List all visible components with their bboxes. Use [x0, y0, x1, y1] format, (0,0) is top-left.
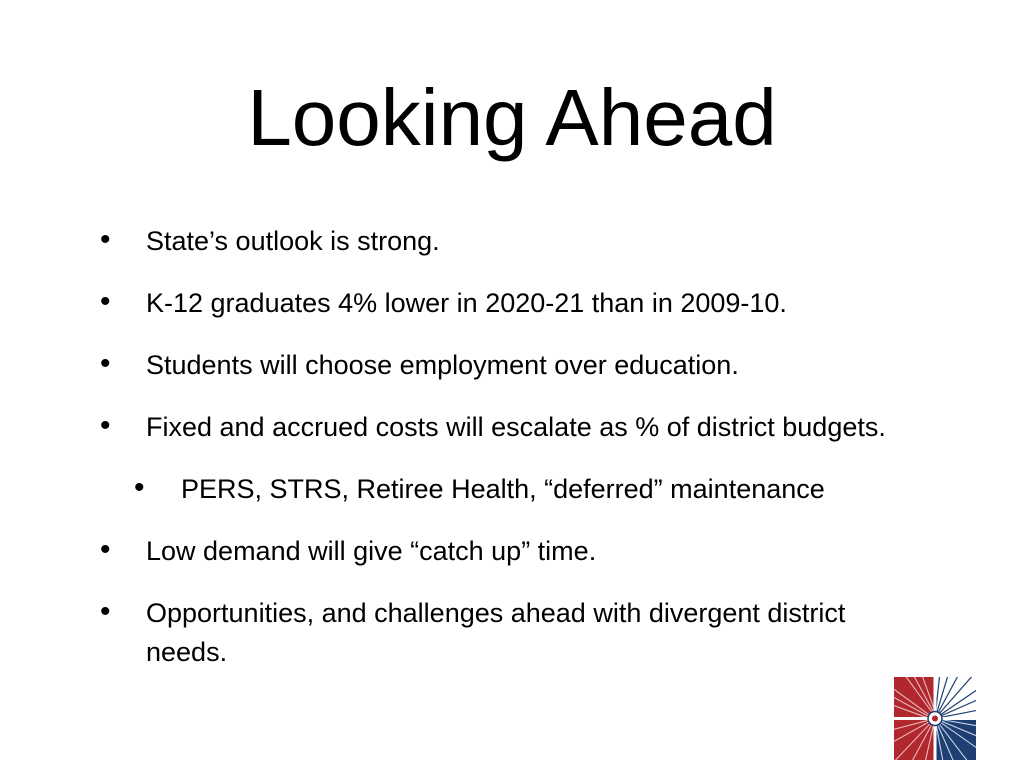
bullet-dot-icon: •	[100, 533, 111, 566]
bullet-dot-icon: •	[134, 471, 145, 504]
bullet-item	[96, 408, 896, 447]
bullet-item	[96, 346, 896, 385]
bullet-item	[96, 532, 896, 571]
seal-emblem-icon	[894, 677, 976, 760]
bullet-text: K-12 graduates 4% lower in 2020-21 than in 2009-10.	[146, 288, 787, 318]
bullet-item	[96, 594, 896, 672]
bullet-dot-icon: •	[100, 347, 111, 380]
bullet-item	[96, 222, 896, 261]
bullet-item	[96, 284, 896, 323]
bullet-text: Students will choose employment over education.	[146, 350, 739, 380]
bullet-dot-icon: •	[100, 595, 111, 628]
bullet-text: Opportunities, and challenges ahead with divergent district needs.	[146, 598, 846, 667]
bullet-dot-icon: •	[100, 409, 111, 442]
bullet-text: State’s outlook is strong.	[146, 226, 440, 256]
bullet-dot-icon: •	[100, 285, 111, 318]
slide-title: Looking Ahead	[247, 73, 777, 162]
bullet-text: PERS, STRS, Retiree Health, “deferred” maintenance	[181, 474, 825, 504]
bullet-text: Low demand will give “catch up” time.	[146, 536, 597, 566]
bullet-list	[96, 222, 896, 695]
bullet-text: Fixed and accrued costs will escalate as % of district budgets.	[146, 412, 886, 442]
sub-bullet-item	[96, 470, 896, 509]
bullet-dot-icon: •	[100, 223, 111, 256]
